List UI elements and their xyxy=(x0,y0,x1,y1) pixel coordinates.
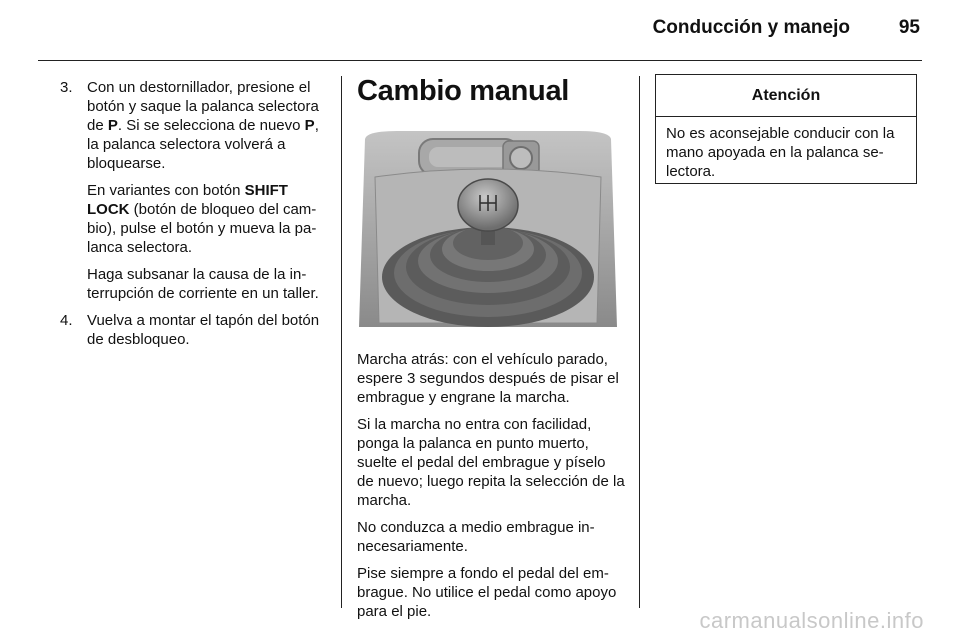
column-divider-2 xyxy=(639,76,640,608)
step-number: 3. xyxy=(60,79,73,96)
watermark: carmanualsonline.info xyxy=(699,608,924,633)
step-list xyxy=(60,78,328,349)
step-text: Con un destornillador, presione el botón y saque la palanca selectora de P. Si se selecciona de nuevo P, la palanca selectora volverá a bloquearse. xyxy=(87,79,319,172)
header-rule xyxy=(38,60,922,61)
attention-text: No es aconsejable conducir con la mano apoyada en la palanca selectora. xyxy=(666,125,895,180)
paragraph-half-clutch: No conduzca a medio embrague innecesariamente. xyxy=(357,519,595,555)
step-text: Vuelva a montar el tapón del botón de desbloqueo. xyxy=(87,312,320,348)
paragraph-clutch-pedal: Pise siempre a fondo el pedal del embrague. No utilice el pedal como apoyo para el pie. xyxy=(357,565,617,620)
list-item-3 xyxy=(60,78,328,303)
manual-gear-shift-illustration xyxy=(357,127,619,335)
step-subtext-repair: Haga subsanar la causa de la interrupción de corriente en un taller. xyxy=(87,266,319,302)
middle-column xyxy=(357,73,625,620)
page-number: 95 xyxy=(898,17,920,38)
attention-box xyxy=(655,74,917,184)
list-item-4 xyxy=(60,311,328,349)
step-subtext-shift-lock: En variantes con botón SHIFT LOCK (botón de bloqueo del cambio), pulse el botón y mueva la palanca selectora. xyxy=(87,182,317,256)
attention-title: Atención xyxy=(656,75,916,117)
step-number: 4. xyxy=(60,312,73,329)
left-column xyxy=(60,78,328,357)
paragraph-reverse-gear: Marcha atrás: con el vehículo parado, espere 3 segundos después de pisar el embrague y engrane la marcha. xyxy=(357,351,619,406)
running-header-title: Conducción y manejo xyxy=(652,17,850,38)
manual-transmission-text xyxy=(357,350,625,629)
paragraph-gear-engagement: Si la marcha no entra con facilidad, ponga la palanca en punto muerto, suelte el pedal del embrague y píselo de nuevo; luego repita la selección de la marcha. xyxy=(357,416,625,509)
section-title: Cambio manual xyxy=(357,75,570,107)
gear-shift-icon xyxy=(357,127,619,335)
column-divider-1 xyxy=(341,76,342,608)
